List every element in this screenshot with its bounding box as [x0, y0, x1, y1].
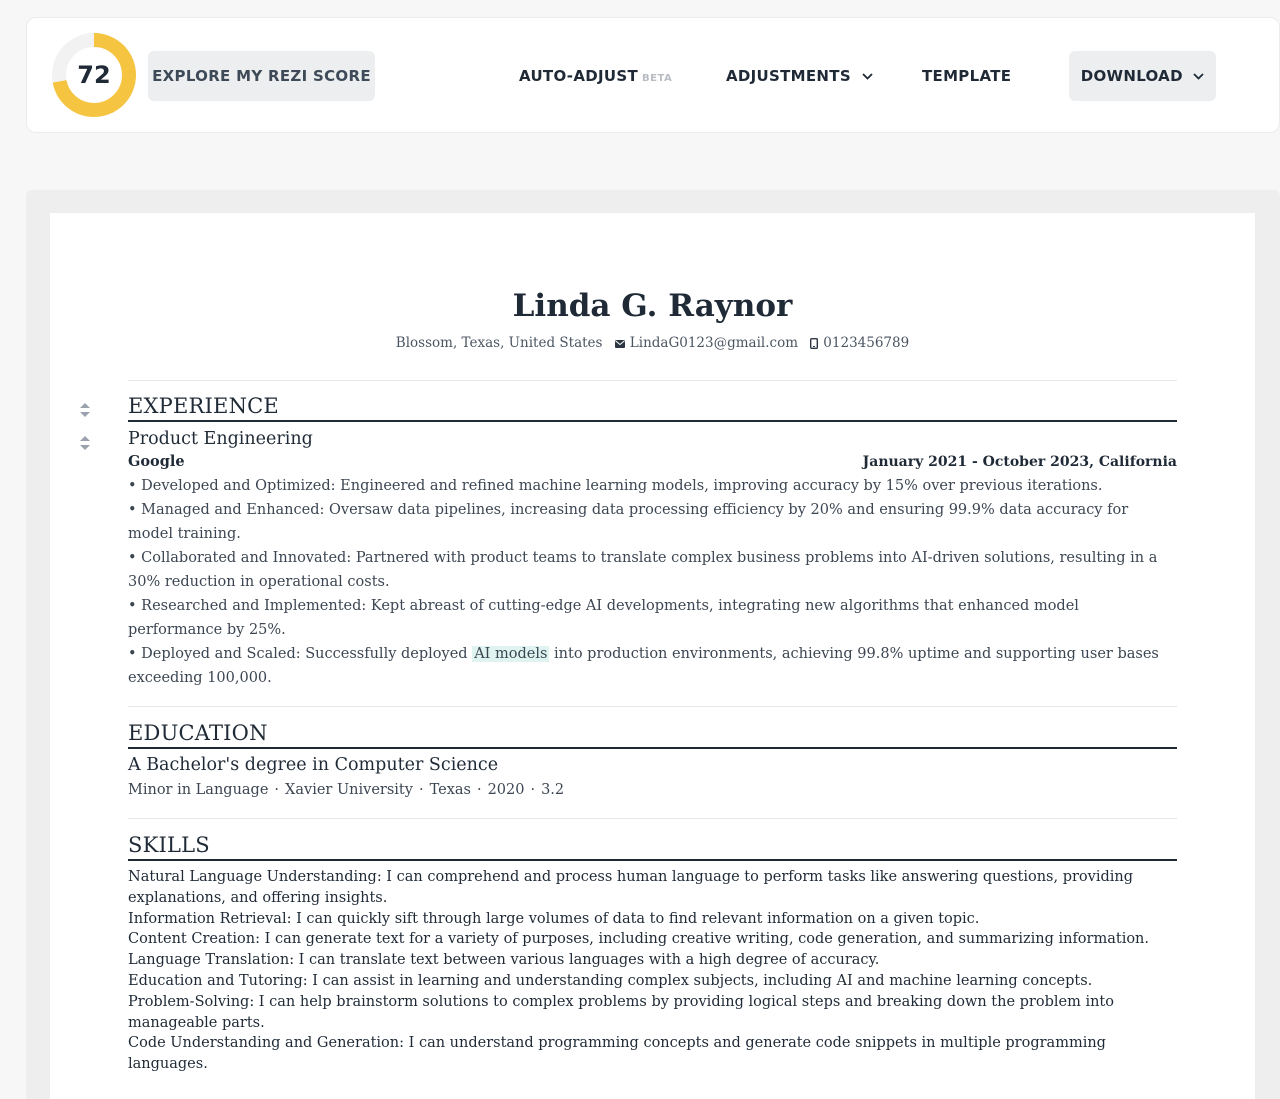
auto-adjust-label: AUTO-ADJUST	[519, 67, 638, 85]
beta-badge: BETA	[641, 73, 673, 84]
skill-item[interactable]: Information Retrieval: I can quickly sift through large volumes of data to find relevant information on a given topic.	[128, 910, 980, 927]
experience-bullets	[128, 474, 1177, 690]
score-value: 72	[77, 61, 111, 89]
editor-toolbar	[26, 17, 1280, 133]
experience-location: California	[1098, 454, 1177, 470]
adjustments-dropdown[interactable]	[726, 51, 873, 101]
resume-name[interactable]: Linda G. Raynor	[512, 288, 793, 324]
education-minor: Minor in Language	[128, 782, 269, 798]
bullet-text-before: • Deployed and Scaled: Successfully deployed	[128, 646, 473, 662]
contact-phone: 0123456789	[823, 335, 910, 351]
download-label: DOWNLOAD	[1080, 67, 1183, 85]
skill-item[interactable]: Problem-Solving: I can help brainstorm solutions to complex problems by providing logical steps and breaking down the problem into manageable parts.	[128, 993, 1114, 1031]
auto-adjust-button[interactable]	[519, 51, 672, 101]
experience-bullet[interactable]	[128, 642, 1177, 690]
envelope-icon	[615, 340, 625, 348]
phone-icon	[810, 338, 818, 349]
download-button[interactable]	[1069, 51, 1216, 101]
contact-email: LindaG0123@gmail.com	[629, 335, 798, 351]
experience-dates-location[interactable]	[863, 454, 1177, 470]
education-year: 2020	[487, 782, 525, 798]
education-degree[interactable]: A Bachelor's degree in Computer Science	[128, 755, 499, 775]
header-divider	[128, 380, 1177, 381]
skill-item[interactable]: Content Creation: I can generate text for a variety of purposes, including creative writing, code generation, and summarizing information.	[128, 931, 1150, 948]
rezi-score-ring[interactable]	[52, 33, 136, 117]
education-school: Xavier University	[285, 782, 413, 798]
section-divider	[128, 706, 1177, 707]
education-gpa: 3.2	[541, 782, 565, 798]
skills-rule	[128, 859, 1177, 861]
skill-item[interactable]: Natural Language Understanding: I can comprehend and process human language to perform tasks like answering questions, providing explanations, and offering insights.	[128, 869, 1134, 906]
skill-item[interactable]: Language Translation: I can translate text between various languages with a high degree of accuracy.	[128, 952, 880, 969]
experience-bullet[interactable]: • Developed and Optimized: Engineered and refined machine learning models, improving accuracy by 15% over previous iterations.	[128, 478, 1103, 494]
experience-bullet[interactable]: • Collaborated and Innovated: Partnered with product teams to translate complex business problems into AI-driven solutions, resulting in a 30% reduction in operational costs.	[128, 550, 1158, 590]
chevron-down-icon	[862, 73, 873, 80]
skills-list	[128, 867, 1177, 1075]
experience-rule	[128, 420, 1177, 422]
education-state: Texas	[429, 782, 471, 798]
experience-company[interactable]: Google	[128, 453, 185, 470]
template-button[interactable]: TEMPLATE	[922, 67, 1012, 85]
entry-reorder-icon[interactable]	[78, 435, 92, 451]
contact-city: Blossom,	[395, 335, 458, 351]
education-rule	[128, 747, 1177, 749]
contact-line[interactable]	[128, 335, 1177, 351]
highlighted-keyword[interactable]: AI models	[474, 646, 548, 662]
experience-heading[interactable]: EXPERIENCE	[128, 394, 279, 418]
bullet-text-after: into production environments, achieving 99.8% uptime and supporting user bases exceeding 100,000.	[128, 646, 1159, 686]
explore-score-button[interactable]: EXPLORE MY REZI SCORE	[148, 51, 375, 101]
experience-role[interactable]: Product Engineering	[128, 429, 313, 449]
experience-dates: January 2021 - October 2023,	[862, 454, 1094, 470]
chevron-down-icon	[1193, 73, 1204, 80]
skill-item[interactable]: Code Understanding and Generation: I can understand programming concepts and generate code snippets in multiple programming languages.	[128, 1035, 1106, 1073]
contact-country: United States	[508, 335, 603, 351]
skills-heading[interactable]: SKILLS	[128, 833, 210, 857]
section-divider	[128, 818, 1177, 819]
section-reorder-icon[interactable]	[78, 402, 92, 418]
experience-bullet[interactable]: • Managed and Enhanced: Oversaw data pipelines, increasing data processing efficiency by 20% and ensuring 99.9% data accuracy for model training.	[128, 502, 1129, 542]
skill-item[interactable]: Education and Tutoring: I can assist in learning and understanding complex subjects, including AI and machine learning concepts.	[128, 972, 1093, 989]
education-details[interactable]: Minor in Language · Xavier University · Texas · 2020 · 3.2	[128, 782, 565, 798]
education-heading[interactable]: EDUCATION	[128, 721, 268, 745]
adjustments-label: ADJUSTMENTS	[726, 67, 851, 85]
contact-state: Texas,	[461, 335, 505, 351]
experience-bullet[interactable]: • Researched and Implemented: Kept abreast of cutting-edge AI developments, integrating new algorithms that enhanced model performance by 25%.	[128, 598, 1079, 638]
